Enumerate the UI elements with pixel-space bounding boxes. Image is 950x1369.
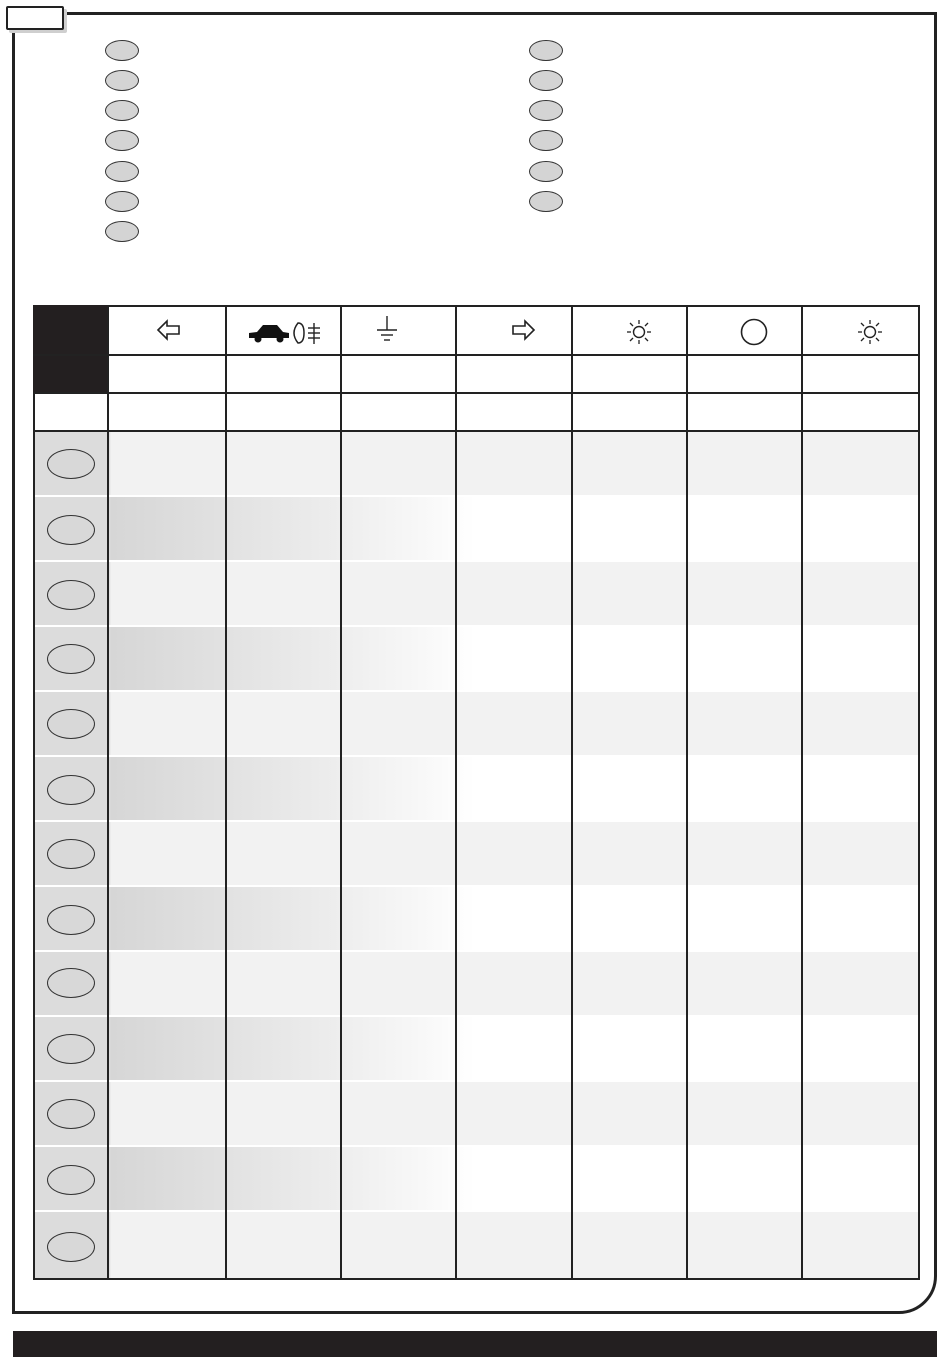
- row-oval: [47, 1165, 95, 1195]
- car-fog-light-icon: [246, 318, 322, 348]
- legend-oval-left-4: [105, 130, 139, 151]
- fuse-table: [33, 305, 920, 1280]
- table-corner-block: [33, 305, 109, 394]
- row-oval: [47, 1232, 95, 1262]
- footer-bar: [13, 1331, 937, 1357]
- legend-oval-right-6: [529, 191, 563, 212]
- page-tab: [6, 6, 64, 30]
- row-oval: [47, 968, 95, 998]
- row-oval: [47, 709, 95, 739]
- lamp-icon: [624, 318, 654, 346]
- table-divider: [33, 354, 920, 356]
- ground-icon: [375, 315, 399, 345]
- row-oval: [47, 449, 95, 479]
- legend-oval-left-7: [105, 221, 139, 242]
- row-oval: [47, 1099, 95, 1129]
- column-divider: [225, 305, 227, 1280]
- row-oval: [47, 839, 95, 869]
- column-divider: [340, 305, 342, 1280]
- table-divider: [33, 430, 920, 432]
- legend-oval-right-5: [529, 161, 563, 182]
- legend-oval-left-1: [105, 40, 139, 61]
- legend-oval-left-3: [105, 100, 139, 121]
- row-oval: [47, 1034, 95, 1064]
- table-divider: [33, 392, 920, 394]
- circle-icon: [738, 317, 770, 347]
- column-divider: [801, 305, 803, 1280]
- row-oval: [47, 580, 95, 610]
- legend-oval-right-1: [529, 40, 563, 61]
- arrow-left-icon: [156, 319, 182, 341]
- column-divider: [107, 305, 109, 1280]
- lamp-icon: [855, 318, 885, 346]
- row-oval: [47, 905, 95, 935]
- column-divider: [686, 305, 688, 1280]
- column-divider: [571, 305, 573, 1280]
- legend-oval-left-6: [105, 191, 139, 212]
- legend-oval-right-4: [529, 130, 563, 151]
- legend-oval-left-5: [105, 161, 139, 182]
- row-oval: [47, 515, 95, 545]
- arrow-right-icon: [510, 319, 536, 341]
- column-divider: [455, 305, 457, 1280]
- legend-oval-right-2: [529, 70, 563, 91]
- row-oval: [47, 644, 95, 674]
- legend-oval-left-2: [105, 70, 139, 91]
- legend-oval-right-3: [529, 100, 563, 121]
- row-oval: [47, 775, 95, 805]
